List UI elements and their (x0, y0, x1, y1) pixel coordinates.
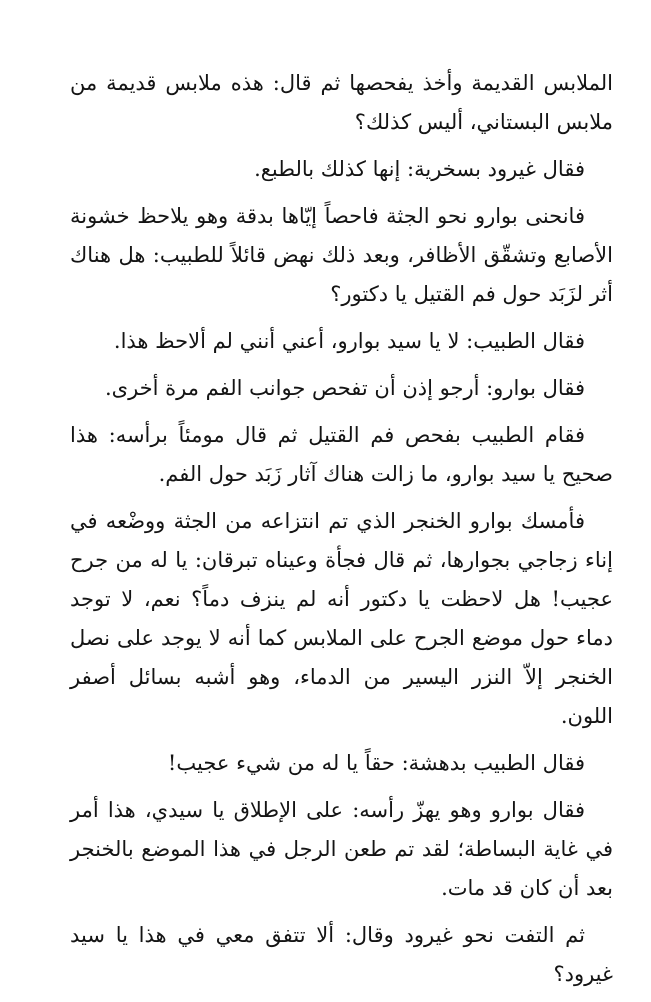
paragraph: فقال بوارو وهو يهزّ رأسه: على الإطلاق يا سيدي، هذا أمر في غاية البساطة؛ لقد تم طعن الرجل في هذا الموضع بالخنجر بعد أن كان قد مات. (70, 798, 613, 900)
paragraph: فانحنى بوارو نحو الجثة فاحصاً إيّاها بدقة وهو يلاحظ خشونة الأصابع وتشقّق الأظافر، وبعد ذلك نهض قائلاً للطبيب: هل هناك أثر لزَبَد حول فم القتيل يا دكتور؟ (70, 204, 613, 306)
paragraph: ثم التفت نحو غيرود وقال: ألا تتفق معي في هذا يا سيد غيرود؟ (70, 923, 613, 986)
paragraph: فقال بوارو: أرجو إذن أن تفحص جوانب الفم مرة أخرى. (104, 376, 585, 400)
paragraph: فقال الطبيب: لا يا سيد بوارو، أعني أنني لم ألاحظ هذا. (113, 329, 585, 353)
paragraph: فقال غيرود بسخرية: إنها كذلك بالطبع. (254, 157, 585, 181)
paragraph: فقام الطبيب بفحص فم القتيل ثم قال مومئاً برأسه: هذا صحيح يا سيد بوارو، ما زالت هناك آثار زَبَد حول الفم. (70, 423, 613, 486)
document-page (70, 64, 613, 1002)
paragraph: فقال الطبيب بدهشة: حقاً يا له من شيء عجيب! (167, 751, 585, 775)
paragraph: فأمسك بوارو الخنجر الذي تم انتزاعه من الجثة ووضْعه في إناء زجاجي بجوارها، ثم قال فجأة وعيناه تبرقان: يا له من جرح عجيب! هل لاحظت يا دكتور أنه لم ينزف دماً؟ نعم، لا توجد دماء حول موضع الجرح على الملابس كما أنه لا يوجد على نصل الخنجر إلاّ النزر اليسير من الدماء، وهو أشبه بسائل أصفر اللون. (70, 509, 613, 728)
paragraph: الملابس القديمة وأخذ يفحصها ثم قال: هذه ملابس قديمة من ملابس البستاني، أليس كذلك؟ (70, 71, 613, 134)
